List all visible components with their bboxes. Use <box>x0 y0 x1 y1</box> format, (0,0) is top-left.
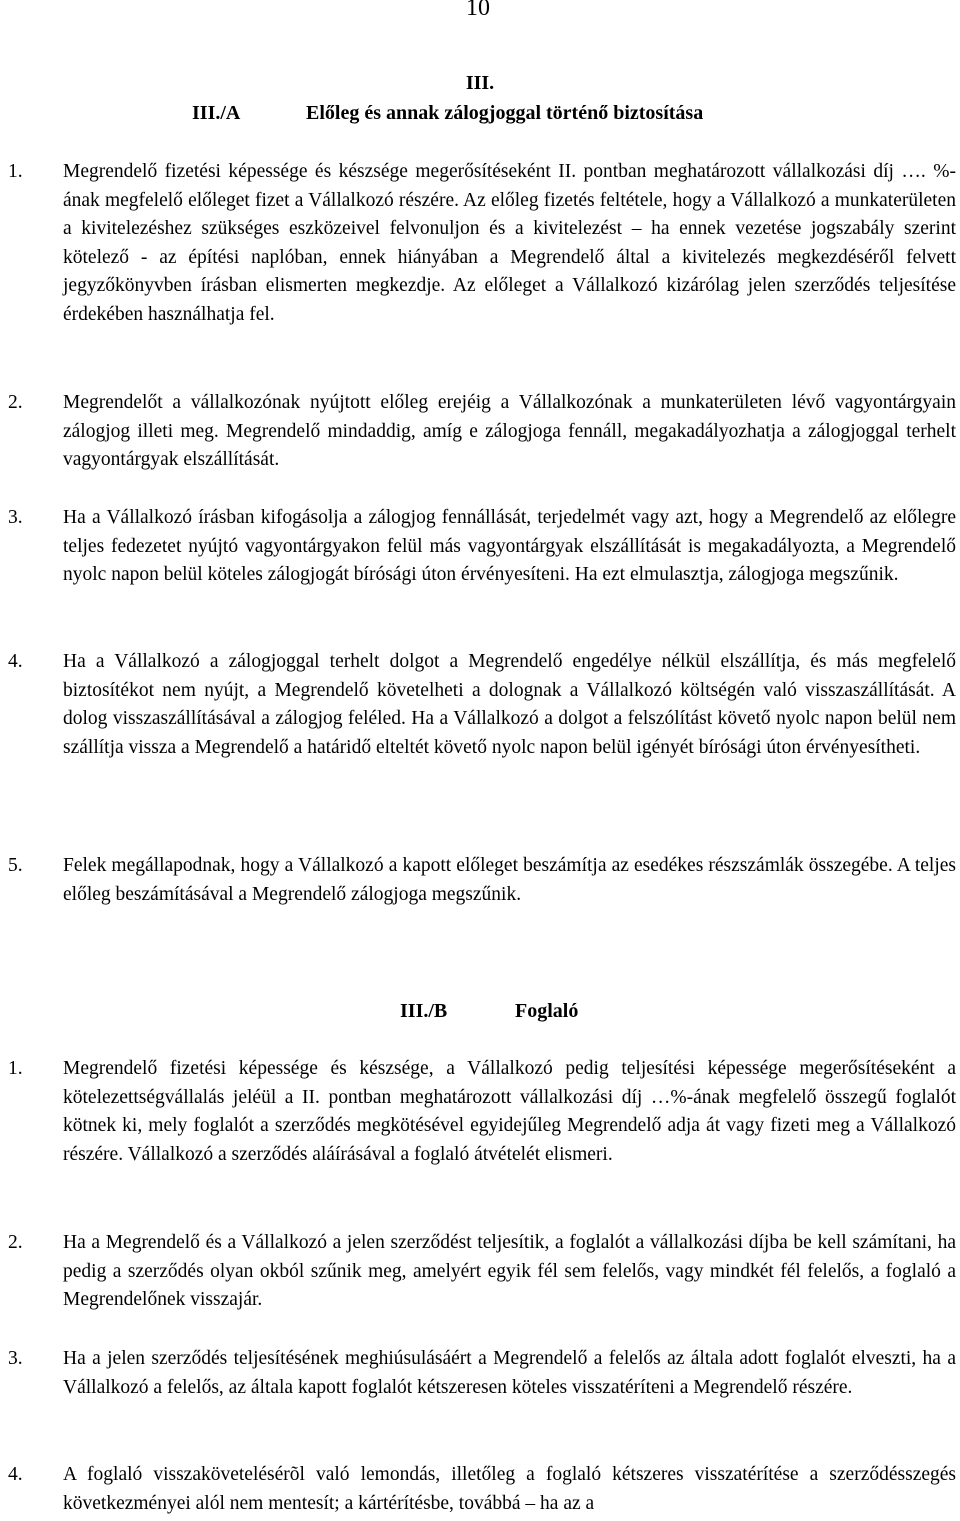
paragraph-b-1 <box>8 1055 956 1169</box>
paragraph-text: A foglaló visszakövetelésérõl való lemondás, illetőleg a foglaló kétszeres visszatérítése a szerződésszegés következményei alól nem mentesít; a kártérítésbe, továbbá – ha az a <box>63 1464 956 1514</box>
paragraph-number: 1. <box>8 161 23 182</box>
paragraph-text: Ha a Megrendelő és a Vállalkozó a jelen szerződést teljesítik, a foglalót a vállalkozási díjba be kell számítani, ha pedig a szerződés olyan okból szűnik meg, amelyért egyik fél sem felelős, vagy mindkét fél felelős, a foglaló a Megrendelőnek visszajár. <box>63 1232 956 1310</box>
paragraph-a-4 <box>8 648 956 762</box>
paragraph-number: 5. <box>8 855 23 876</box>
section-a-id: III./A <box>192 102 241 124</box>
paragraph-text: Ha a Vállalkozó írásban kifogásolja a zálogjog fennállását, terjedelmét vagy azt, hogy a Megrendelő az előlegre teljes fedezetet nyújtó vagyontárgyakon felül más vagyontárgyak elszállítását is megakadályozta, a Megrendelő nyolc napon belül köteles zálogjogát bírósági úton érvényesíteni. Ha ezt elmulasztja, zálogjoga megszűnik. <box>63 507 956 585</box>
paragraph-text: Felek megállapodnak, hogy a Vállalkozó a kapott előleget beszámítja az esedékes részszámlák összegébe. A teljes előleg beszámításával a Megrendelő zálogjoga megszűnik. <box>63 855 956 905</box>
paragraph-b-3 <box>8 1345 956 1402</box>
chapter-heading: III. <box>465 72 495 94</box>
paragraph-b-2 <box>8 1229 956 1315</box>
paragraph-a-3 <box>8 504 956 590</box>
section-b-title: Foglaló <box>515 1000 579 1022</box>
paragraph-text: Megrendelőt a vállalkozónak nyújtott előleg erejéig a Vállalkozónak a munkaterületen lévő vagyontárgyain zálogjog illeti meg. Megrendelő mindaddig, amíg e zálogjoga fennáll, megakadályozhatja a zálogjoggal terhelt vagyontárgyak elszállítását. <box>63 392 956 470</box>
paragraph-text: Megrendelő fizetési képessége és készsége, a Vállalkozó pedig teljesítési képessége megerősítéseként a kötelezettségvállalás jeléül a II. pontban meghatározott vállalkozási díj …%-ának megfelelő összegű foglalót kötnek ki, mely foglalót a szerződés megkötésével egyidejűleg Megrendelő adja át vagy fizeti meg a Vállalkozó részére. Vállalkozó a szerződés aláírásával a foglaló átvételét elismeri. <box>63 1058 956 1165</box>
paragraph-a-2 <box>8 389 956 475</box>
paragraph-text: Megrendelő fizetési képessége és készsége megerősítéseként II. pontban meghatározott vállalkozási díj …. %-ának megfelelő előleget fizet a Vállalkozó részére. Az előleg fizetés feltétele, hogy a Vállalkozó a munkaterületen a kivitelezéshez szükséges eszközeivel felvonuljon és a kivitelezést – ha ennek vezetése jogszabály szerint kötelező - az építési naplóban, ennek hiányában a Megrendelő által a kivitelezés megkezdéséről felvett jegyzőkönyvben írásban elismerten megkezdje. Az előleget a Vállalkozó kizárólag jelen szerződés teljesítése érdekében használhatja fel. <box>63 161 956 325</box>
section-a-title: Előleg és annak zálogjoggal történő biztosítása <box>306 102 704 124</box>
paragraph-a-5 <box>8 852 956 909</box>
paragraph-text: Ha a jelen szerződés teljesítésének meghiúsulásáért a Megrendelő a felelős az általa adott foglalót elveszti, ha a Vállalkozó a felelős, az általa kapott foglalót kétszeresen köteles visszatéríteni a Megrendelő részére. <box>63 1348 956 1398</box>
paragraph-number: 4. <box>8 651 23 672</box>
paragraph-number: 2. <box>8 1232 23 1253</box>
section-b-id: III./B <box>400 1000 448 1022</box>
paragraph-number: 3. <box>8 1348 23 1369</box>
paragraph-number: 1. <box>8 1058 23 1079</box>
page-number: 10 <box>466 0 490 21</box>
paragraph-a-1 <box>8 158 956 329</box>
paragraph-number: 2. <box>8 392 23 413</box>
paragraph-number: 4. <box>8 1464 23 1485</box>
paragraph-number: 3. <box>8 507 23 528</box>
paragraph-b-4 <box>8 1461 956 1518</box>
paragraph-text: Ha a Vállalkozó a zálogjoggal terhelt dolgot a Megrendelő engedélye nélkül elszállítja, és más megfelelő biztosítékot nem nyújt, a Megrendelő követelheti a dolognak a Vállalkozó költségén való visszaszállítását. A dolog visszaszállításával a zálogjog feléled. Ha a Vállalkozó a dolgot a felszólítást követő nyolc napon belül nem szállítja vissza a Megrendelő a határidő elteltét követő nyolc napon belül igényét bírósági úton érvényesítheti. <box>63 651 956 758</box>
